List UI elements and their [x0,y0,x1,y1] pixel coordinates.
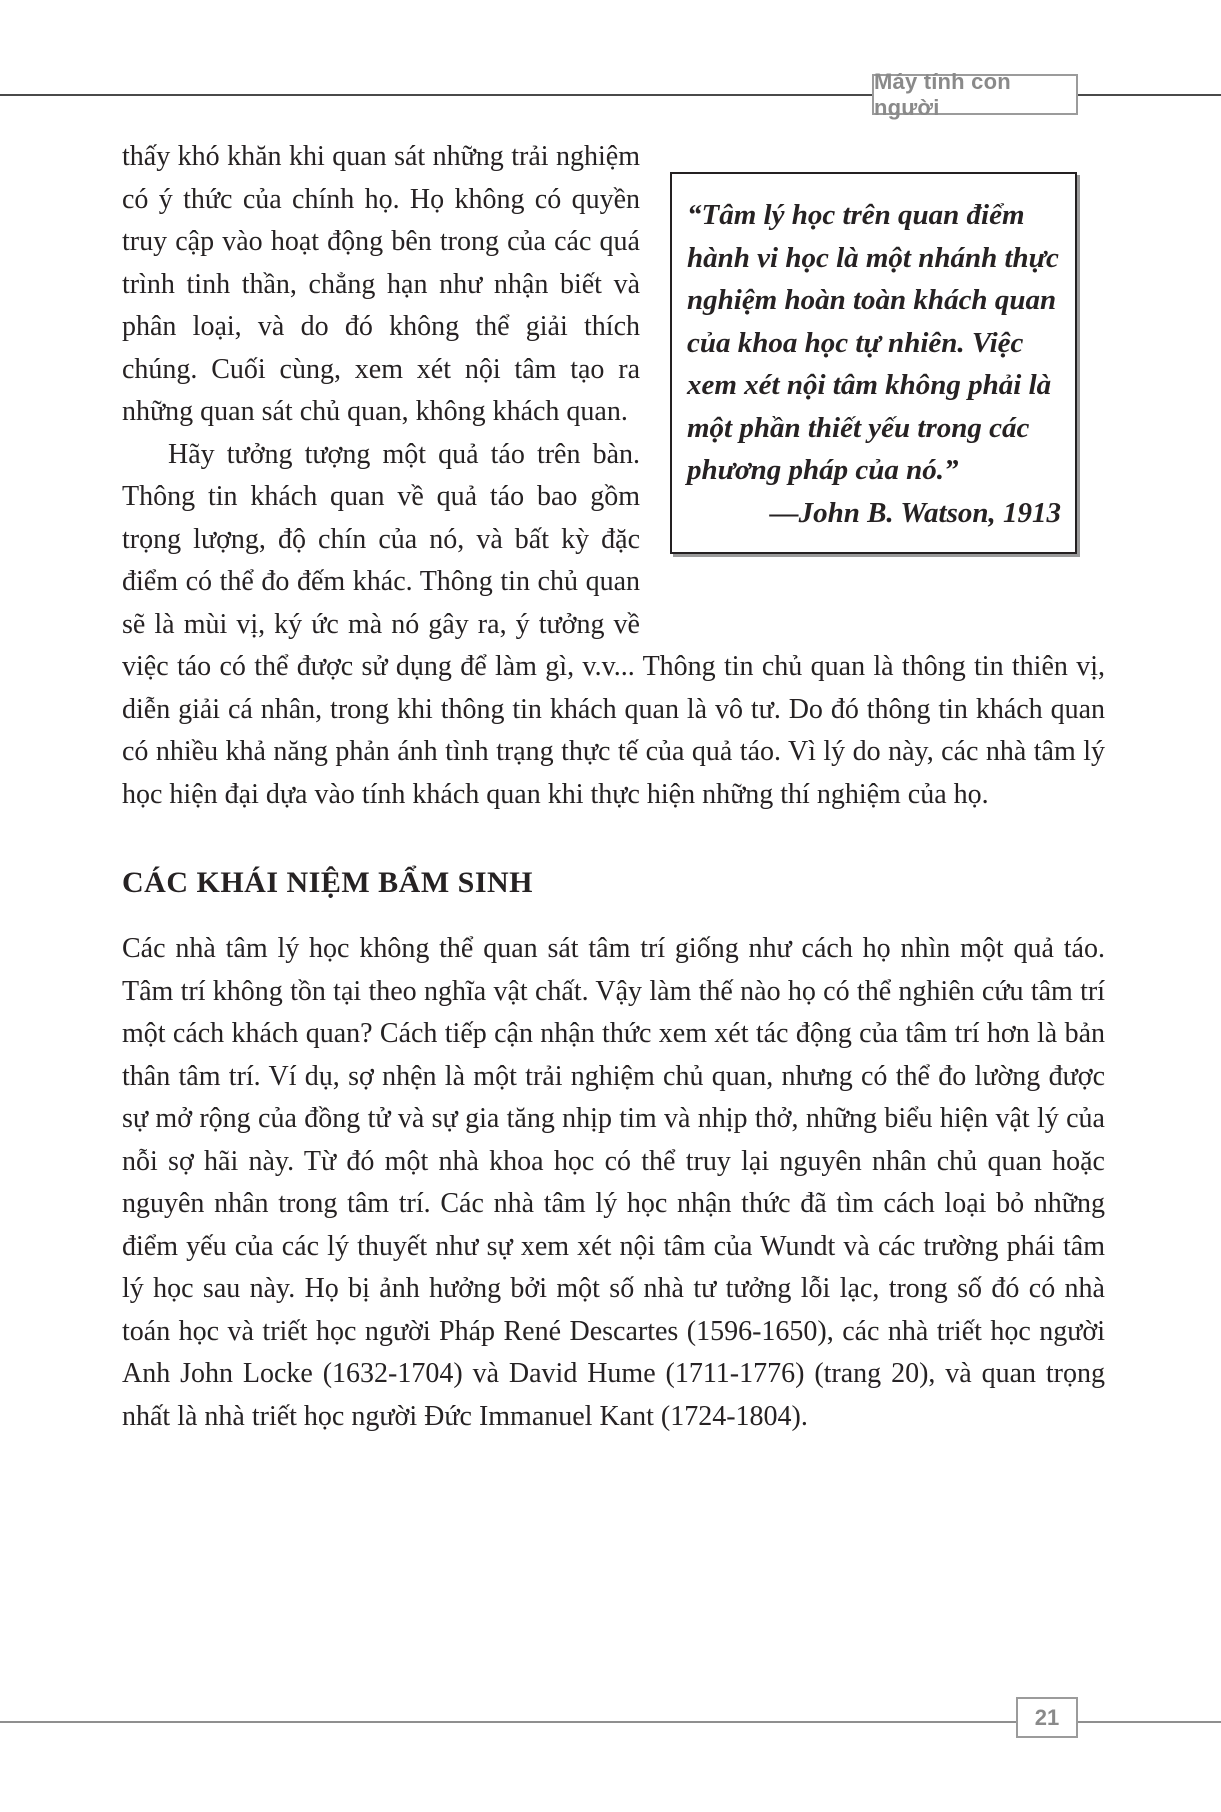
pull-quote-attribution: —John B. Watson, 1913 [769,496,1061,529]
pull-quote-box [670,172,1077,554]
article-body [122,136,1105,1438]
running-title: Máy tính con người [874,68,1011,120]
page-number-box [1016,1697,1078,1738]
running-title-box [872,68,1078,120]
page-number: 21 [1034,1704,1060,1730]
section-heading-innate-concepts: CÁC KHÁI NIỆM BẨM SINH [122,866,534,899]
paragraph-cognitive-approach: Các nhà tâm lý học không thể quan sát tâm trí giống như cách họ nhìn một quả táo. Tâm trí không tồn tại theo nghĩa vật chất. Vậy làm thế nào họ có thể nghiên cứu tâm trí một cách khách quan? Cách tiếp cận nhận thức xem xét tác động của tâm trí hơn là bản thân tâm trí. Ví dụ, sợ nhện là một trải nghiệm chủ quan, nhưng có thể đo lường được sự mở rộng của đồng tử và sự gia tăng nhịp tim và nhịp thở, những biểu hiện vật lý của nỗi sợ hãi này. Từ đó một nhà khoa học có thể truy lại nguyên nhân chủ quan hoặc nguyên nhân trong tâm trí. Các nhà tâm lý học nhận thức đã tìm cách loại bỏ những điểm yếu của các lý thuyết như sự xem xét nội tâm của Wundt và các trường phái tâm lý học sau này. Họ bị ảnh hưởng bởi một số nhà tư tưởng lỗi lạc, trong số đó có nhà toán học và triết học người Pháp René Descartes (1596-1650), các nhà triết học người Anh John Locke (1632-1704) và David Hume (1711-1776) (trang 20), và quan trọng nhất là nhà triết học người Đức Immanuel Kant (1724-1804). [122,933,1105,1432]
pull-quote-text: “Tâm lý học trên quan điểm hành vi học là một nhánh thực nghiệm hoàn toàn khách quan của khoa học tự nhiên. Việc xem xét nội tâm không phải là một phần thiết yếu trong các phương pháp của nó.” [687,199,1059,486]
paragraph-apple-example: Hãy tưởng tượng một quả táo trên bàn. Thông tin khách quan về quả táo bao gồm trọng lượng, độ chín của nó, và bất kỳ đặc điểm có thể đo đếm khác. Thông tin chủ quan sẽ là mùi vị, ký ức mà nó gây ra, ý tưởng về việc táo có thể được sử dụng để làm gì, v.v... Thông tin chủ quan là thông tin thiên vị, diễn giải cá nhân, trong khi thông tin khách quan là vô tư. Do đó thông tin khách quan có nhiều khả năng phản ánh tình trạng thực tế của quả táo. Vì lý do này, các nhà tâm lý học hiện đại dựa vào tính khách quan khi thực hiện những thí nghiệm của họ. [122,438,1105,810]
paragraph-introspection: thấy khó khăn khi quan sát những trải nghiệm có ý thức của chính họ. Họ không có quyền truy cập vào hoạt động bên trong của các quá trình tinh thần, chẳng hạn như nhận biết và phân loại, và do đó không thể giải thích chúng. Cuối cùng, xem xét nội tâm tạo ra những quan sát chủ quan, không khách quan. [122,141,640,427]
